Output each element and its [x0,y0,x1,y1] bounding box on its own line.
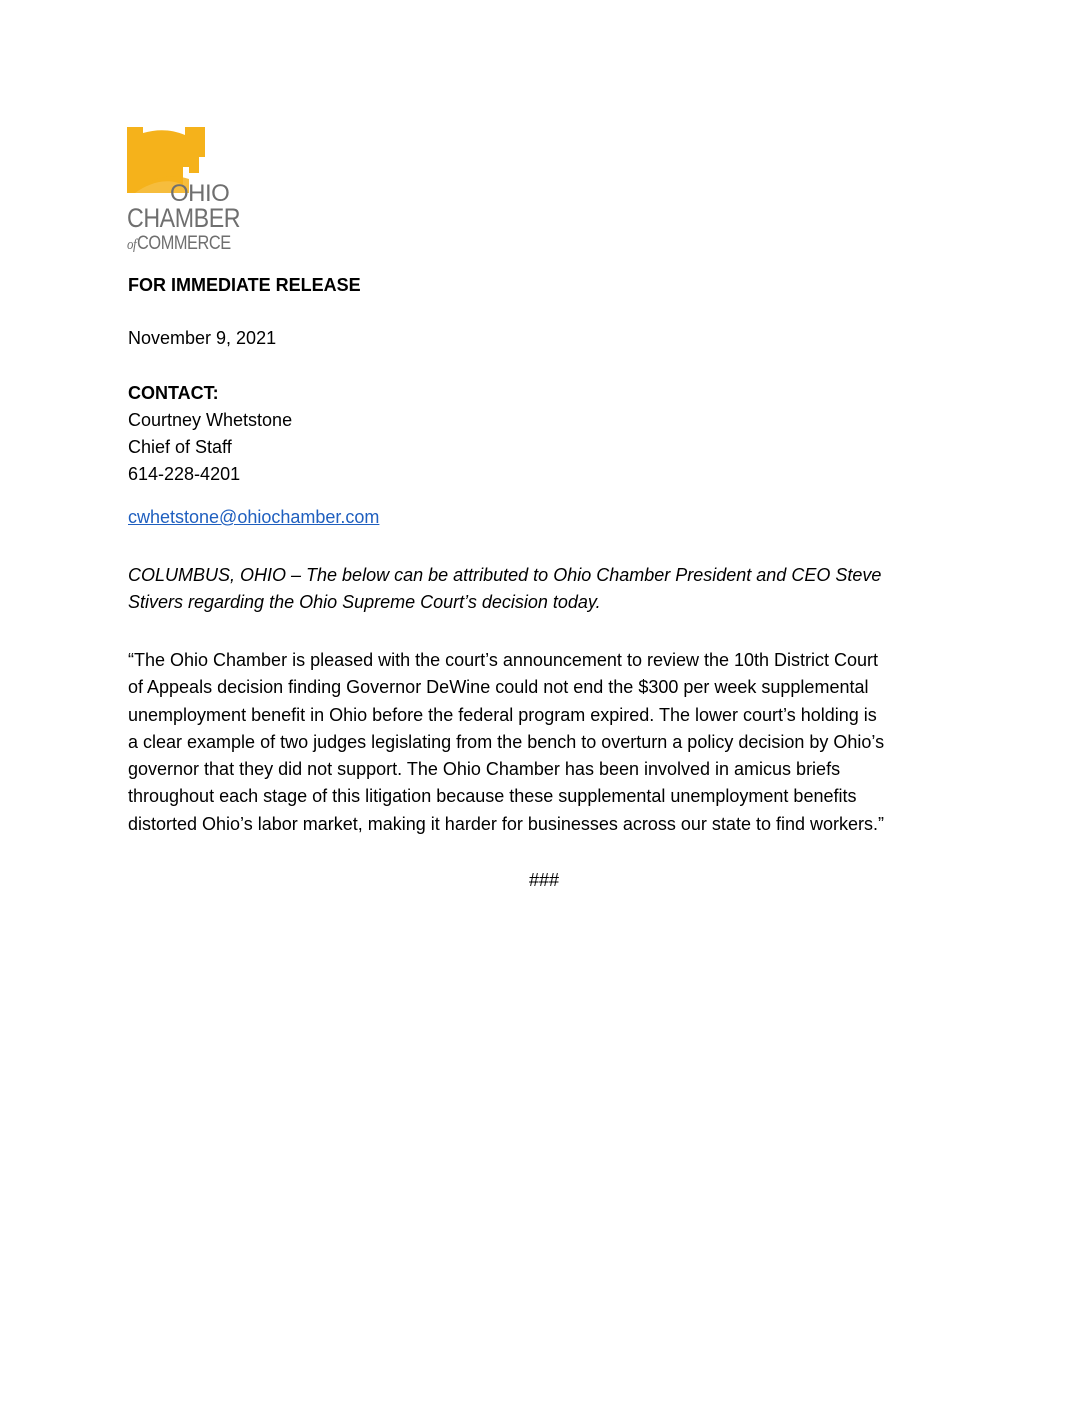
contact-name: Courtney Whetstone [128,410,293,430]
contact-title: Chief of Staff [128,437,232,457]
contact-email-link[interactable]: cwhetstone@ohiochamber.com [128,507,380,527]
intro-paragraph [128,562,958,617]
release-date: November 9, 2021 [128,328,277,348]
quote-line: of Appeals decision finding Governor DeWine could not end the $300 per week supplemental [128,677,869,698]
contact-heading: CONTACT: [128,383,219,403]
quote-line: governor that they did not support. The Ohio Chamber has been involved in amicus briefs [128,759,841,780]
logo-commerce-text [127,234,231,253]
ohio-chamber-logo [124,127,249,257]
quote-line: a clear example of two judges legislating from the bench to overturn a policy decision by Ohio’s [128,731,885,752]
intro-line: Stivers regarding the Ohio Supreme Court’s decision today. [128,592,601,613]
quote-line: unemployment benefit in Ohio before the federal program expired. The lower court’s holding is [128,704,877,725]
logo-ohio-text: OHIO [170,180,230,207]
quote-line: distorted Ohio’s labor market, making it harder for businesses across our state to find workers.” [128,813,884,834]
logo-chamber-text: CHAMBER [127,203,241,233]
quote-paragraph [128,647,958,838]
quote-line: “The Ohio Chamber is pleased with the court’s announcement to review the 10th District Court [128,650,879,670]
contact-phone: 614-228-4201 [128,464,241,484]
logo-commerce-word: COMMERCE [137,233,231,254]
logo-of-text: of [127,237,137,253]
release-label: FOR IMMEDIATE RELEASE [128,275,361,295]
quote-line: throughout each stage of this litigation because these supplemental unemployment benefits [128,786,857,807]
intro-line: COLUMBUS, OHIO – The below can be attributed to Ohio Chamber President and CEO Steve [128,565,882,585]
end-mark: ### [528,870,560,890]
